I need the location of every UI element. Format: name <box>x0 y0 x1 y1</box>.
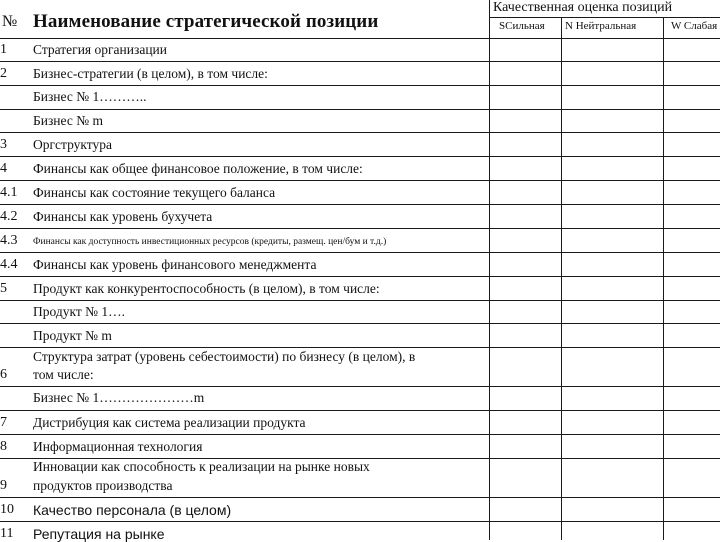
row-divider <box>0 252 720 253</box>
row-position-name: Структура затрат (уровень себестоимости) по бизнесу (в целом), в <box>33 349 416 364</box>
row-number: 4.3 <box>0 233 18 248</box>
row-number: 6 <box>0 367 7 382</box>
row-divider <box>0 109 720 110</box>
row-position-name: Бизнес-стратегии (в целом), в том числе: <box>33 66 268 81</box>
row-divider <box>0 300 720 301</box>
header-neutral: N Нейтральная <box>565 20 637 32</box>
row-divider <box>0 85 720 86</box>
row-number: 4.1 <box>0 185 18 200</box>
row-position-name: Оргструктура <box>33 137 113 152</box>
row-position-name: Финансы как состояние текущего баланса <box>33 185 276 200</box>
row-divider <box>0 204 720 205</box>
row-number: 10 <box>0 502 14 517</box>
header-number: № <box>2 13 18 30</box>
row-number: 4.2 <box>0 209 18 224</box>
row-position-name: Репутация на рынке <box>33 526 165 542</box>
row-divider <box>0 434 720 435</box>
row-divider <box>0 497 720 498</box>
header-position-name: Наименование стратегической позиции <box>33 11 379 32</box>
row-divider <box>0 228 720 229</box>
row-divider <box>0 347 720 348</box>
row-position-name: Стратегия организации <box>33 42 167 57</box>
row-position-name: Бизнес № m <box>33 113 103 128</box>
row-position-name: Бизнес № 1…………………m <box>33 390 205 405</box>
row-number: 2 <box>0 66 7 81</box>
row-divider <box>0 410 720 411</box>
row-position-name: Продукт № 1…. <box>33 304 126 319</box>
row-number: 4.4 <box>0 257 18 272</box>
row-position-name: Качество персонала (в целом) <box>33 502 232 518</box>
row-number: 11 <box>0 526 14 541</box>
row-position-name: Финансы как доступность инвестиционных ресурсов (кредиты, размещ. цен/бум и т.д.) <box>33 237 387 247</box>
row-divider <box>0 521 720 522</box>
row-position-name: Финансы как общее финансовое положение, в том числе: <box>33 161 363 176</box>
row-number: 7 <box>0 415 7 430</box>
row-number: 1 <box>0 42 7 57</box>
row-divider <box>489 17 720 18</box>
column-divider <box>489 0 490 540</box>
row-position-name: Бизнес № 1……….. <box>33 89 147 104</box>
row-number: 5 <box>0 281 7 296</box>
column-divider <box>663 17 664 540</box>
row-divider <box>0 323 720 324</box>
header-weak: W Слабая <box>671 20 718 32</box>
row-number: 8 <box>0 439 7 454</box>
row-position-name-continued: продуктов производства <box>33 478 173 493</box>
row-divider <box>0 132 720 133</box>
row-position-name: Финансы как уровень бухучета <box>33 209 213 224</box>
header-qualitative-evaluation: Качественная оценка позиций <box>493 0 673 15</box>
row-position-name: Дистрибуция как система реализации продукта <box>33 415 306 430</box>
column-divider <box>561 17 562 540</box>
row-divider <box>0 61 720 62</box>
row-divider <box>0 38 720 39</box>
row-position-name: Продукт как конкурентоспособность (в целом), в том числе: <box>33 281 380 296</box>
row-position-name-continued: том числе: <box>33 367 94 382</box>
row-divider <box>0 156 720 157</box>
header-strong: SСильная <box>499 20 545 32</box>
row-divider <box>0 180 720 181</box>
row-position-name: Продукт № m <box>33 328 112 343</box>
row-divider <box>0 386 720 387</box>
row-position-name: Инновации как способность к реализации на рынке новых <box>33 459 370 474</box>
row-position-name: Информационная технология <box>33 439 203 454</box>
row-position-name: Финансы как уровень финансового менеджмента <box>33 257 317 272</box>
row-number: 3 <box>0 137 7 152</box>
row-number: 9 <box>0 478 7 493</box>
row-divider <box>0 276 720 277</box>
row-number: 4 <box>0 161 7 176</box>
